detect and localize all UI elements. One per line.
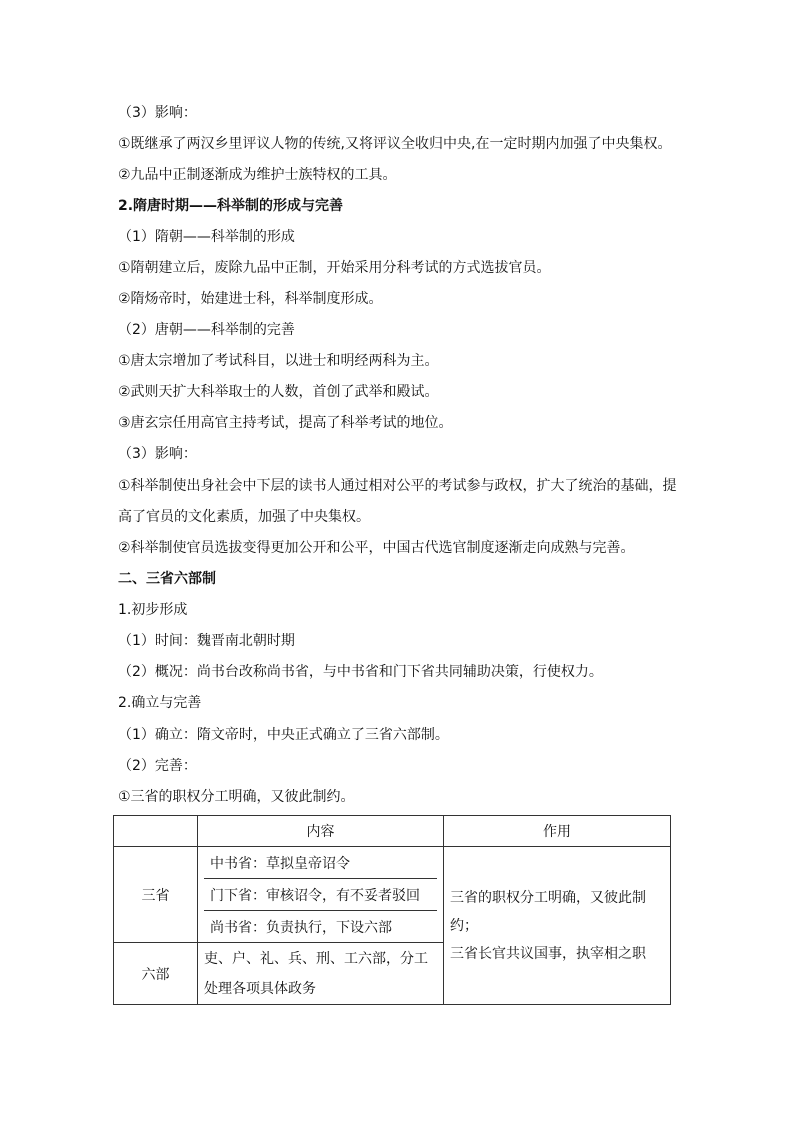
table-header-content: 内容 xyxy=(198,816,444,847)
paragraph: （1）确立：隋文帝时，中央正式确立了三省六部制。 xyxy=(118,727,449,743)
shangshu-cell: 尚书省：负责执行，下设六部 xyxy=(210,919,392,936)
paragraph: ①三省的职权分工明确，又彼此制约。 xyxy=(118,789,355,805)
section-heading-three-departments: 二、三省六部制 xyxy=(118,571,216,587)
effect-line: 三省的职权分工明确，又彼此制约； xyxy=(450,889,646,934)
three-provinces-content xyxy=(198,847,444,943)
table-header-effect: 作用 xyxy=(444,816,671,847)
six-ministries-content: 吏、户、礼、兵、刑、工六部，分工处理各项具体政务 xyxy=(198,943,444,1005)
menxia-cell: 门下省：审核诏令，有不妥者驳回 xyxy=(204,879,437,911)
section-heading-sui-tang: 2.隋唐时期——科举制的形成与完善 xyxy=(118,198,344,214)
paragraph: 高了官员的文化素质，加强了中央集权。 xyxy=(118,509,370,525)
effect-cell xyxy=(444,847,671,1005)
subheading-establish: 2.确立与完善 xyxy=(118,695,202,711)
paragraph: ③唐玄宗任用高官主持考试，提高了科举考试的地位。 xyxy=(118,415,453,431)
table-header-empty xyxy=(114,816,198,847)
paragraph: ①科举制使出身社会中下层的读书人通过相对公平的考试参与政权，扩大了统治的基础，提 xyxy=(118,478,677,494)
paragraph: （2）完善： xyxy=(118,758,197,774)
heading-influence-1: （3）影响： xyxy=(118,105,197,121)
zhongshu-cell: 中书省：草拟皇帝诏令 xyxy=(204,847,437,879)
row-label-three-provinces: 三省 xyxy=(114,847,198,943)
subheading-initial: 1.初步形成 xyxy=(118,602,188,618)
paragraph: （1）时间：魏晋南北朝时期 xyxy=(118,633,295,649)
subheading-sui: （1）隋朝——科举制的形成 xyxy=(118,229,295,245)
paragraph: ①唐太宗增加了考试科目，以进士和明经两科为主。 xyxy=(118,353,439,369)
row-label-six-ministries: 六部 xyxy=(114,943,198,1005)
paragraph: ②隋炀帝时，始建进士科，科举制度形成。 xyxy=(118,291,383,307)
paragraph: ①既继承了两汉乡里评议人物的传统,又将评议全收归中央,在一定时期内加强了中央集权。 xyxy=(118,136,672,152)
heading-influence-2: （3）影响： xyxy=(118,446,197,462)
paragraph: （2）概况：尚书台改称尚书省，与中书省和门下省共同辅助决策，行使权力。 xyxy=(118,664,603,680)
paragraph: ②科举制使官员选拔变得更加公开和公平，中国古代选官制度逐渐走向成熟与完善。 xyxy=(118,540,635,556)
paragraph: ②九品中正制逐渐成为维护士族特权的工具。 xyxy=(118,167,397,183)
table-header-row xyxy=(114,816,671,847)
subheading-tang: （2）唐朝——科举制的完善 xyxy=(118,322,295,338)
paragraph: ②武则天扩大科举取士的人数，首创了武举和殿试。 xyxy=(118,384,439,400)
table-row xyxy=(114,847,671,943)
paragraph: ①隋朝建立后，废除九品中正制，开始采用分科考试的方式选拔官员。 xyxy=(118,260,551,276)
effect-line: 三省长官共议国事，执宰相之职 xyxy=(450,945,646,962)
departments-table xyxy=(113,815,671,1005)
